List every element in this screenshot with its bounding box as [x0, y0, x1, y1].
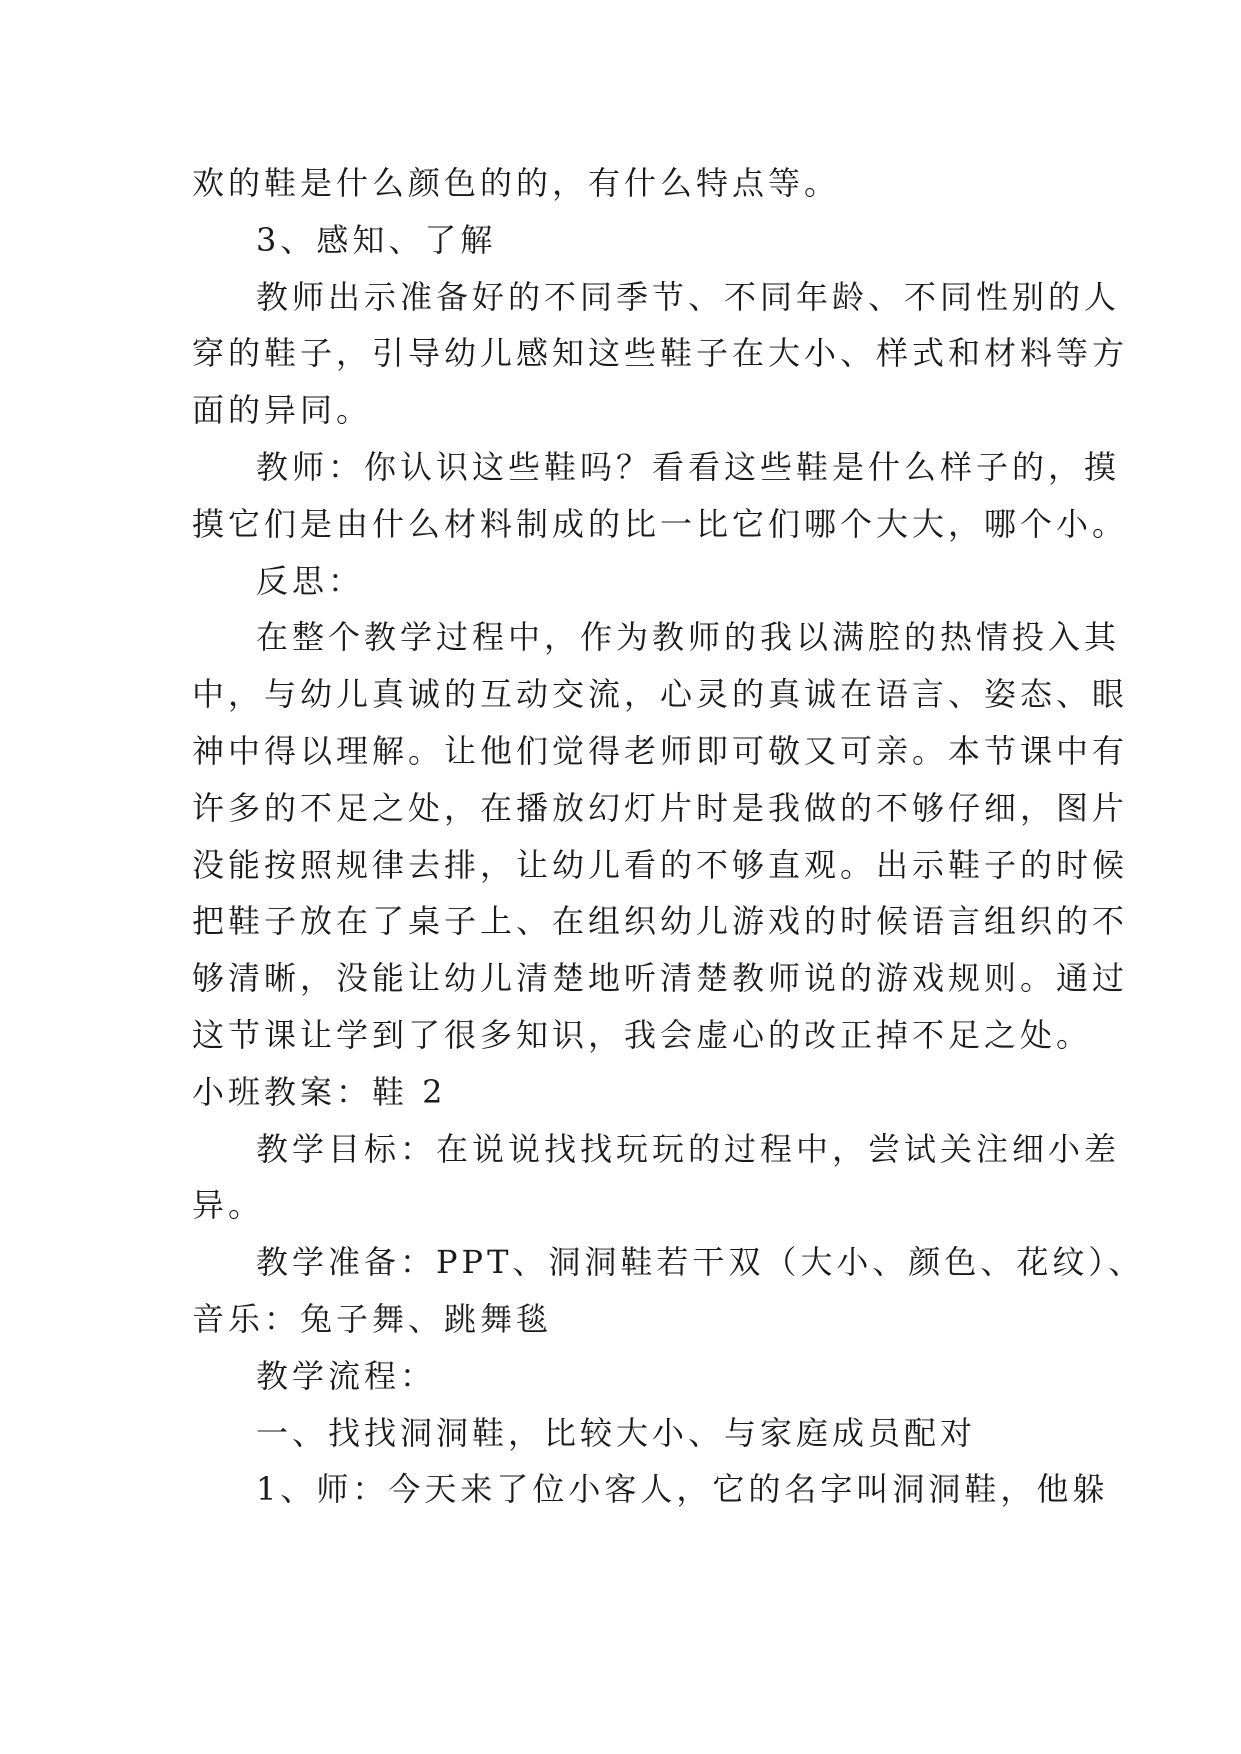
- text-line: 教学准备：PPT、洞洞鞋若干双（大小、颜色、花纹）、: [256, 1243, 1145, 1282]
- text-line: 1、师：今天来了位小客人，它的名字叫洞洞鞋，他躲: [256, 1470, 1109, 1509]
- text-line: 面的异同。: [192, 391, 373, 430]
- text-line: 中，与幼儿真诚的互动交流，心灵的真诚在语言、姿态、眼: [192, 675, 1129, 714]
- text-line: 教师：你认识这些鞋吗？看看这些鞋是什么样子的，摸: [256, 447, 1121, 486]
- text-line: 教师出示准备好的不同季节、不同年龄、不同性别的人: [256, 277, 1121, 316]
- text-line: 许多的不足之处，在播放幻灯片时是我做的不够仔细，图片: [192, 788, 1129, 827]
- text-line: 异。: [192, 1186, 265, 1225]
- section-heading: 小班教案：鞋 2: [192, 1072, 447, 1111]
- text-line: 把鞋子放在了桌子上、在组织幼儿游戏的时候语言组织的不: [192, 902, 1129, 941]
- text-line: 3、感知、了解: [256, 220, 497, 259]
- text-line: 欢的鞋是什么颜色的的，有什么特点等。: [192, 164, 841, 202]
- document-body: [192, 155, 1145, 1518]
- text-line: 摸它们是由什么材料制成的比一比它们哪个大大，哪个小。: [192, 504, 1129, 543]
- text-line: 神中得以理解。让他们觉得老师即可敬又可亲。本节课中有: [192, 731, 1129, 770]
- text-line: 一、找找洞洞鞋，比较大小、与家庭成员配对: [256, 1413, 977, 1452]
- text-line: 够清晰，没能让幼儿清楚地听清楚教师说的游戏规则。通过: [192, 959, 1129, 998]
- text-line: 没能按照规律去排，让幼儿看的不够直观。出示鞋子的时候: [192, 845, 1129, 884]
- text-line: 教学流程：: [256, 1356, 437, 1395]
- text-line: 穿的鞋子，引导幼儿感知这些鞋子在大小、样式和材料等方: [192, 334, 1129, 373]
- text-line: 教学目标：在说说找找玩玩的过程中，尝试关注细小差: [256, 1129, 1121, 1168]
- text-line: 反思：: [256, 561, 365, 600]
- text-line: 这节课让学到了很多知识，我会虚心的改正掉不足之处。: [192, 1015, 1093, 1054]
- text-line: 音乐：兔子舞、跳舞毯: [192, 1299, 553, 1338]
- text-line: 在整个教学过程中，作为教师的我以满腔的热情投入其: [256, 618, 1121, 657]
